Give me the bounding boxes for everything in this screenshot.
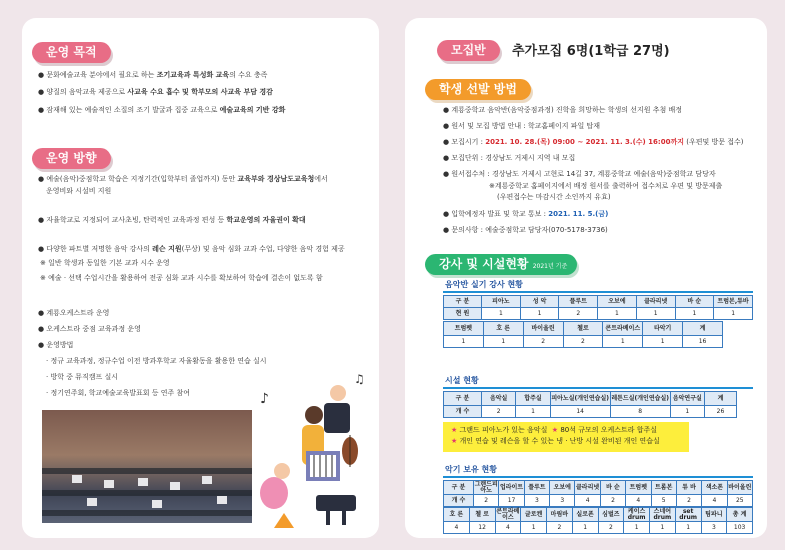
table-header: 트럼본,튜바 (714, 296, 753, 308)
table-cell: 3 (524, 495, 549, 507)
table-header: 마림바 (547, 508, 573, 522)
table-cell: 8 (610, 406, 670, 418)
table-header: 성 악 (520, 296, 559, 308)
table-cell: 1 (714, 308, 753, 320)
table-cell: 1 (444, 336, 484, 348)
facilities-title: 강사 및 시설현황 (439, 257, 529, 271)
table-header: 음악실 (482, 392, 516, 406)
table-cell: 1 (598, 308, 637, 320)
table-header: 콘트라베이스 (603, 322, 643, 336)
direction-item-text: 계룡오케스트라 운영 (46, 309, 110, 317)
table-cell: 2 (676, 495, 701, 507)
selection-item: ● 문의사항 : 예술중점학교 담당자(070-5178-3736) (443, 226, 608, 234)
direction-sub-item: · 정규 교육과정, 정규수업 이전 방과후학교 자율활동을 활용한 연습 실시 (46, 357, 267, 365)
direction-item-text: 자율학교로 지정되어 교사초빙, 탄력적인 교육과정 편성 등 (46, 216, 227, 224)
direction-item: ● 계룡오케스트라 운영 (38, 309, 110, 317)
selection-item-text: (우편및 방문 접수) (684, 138, 744, 146)
instruments-table (443, 480, 753, 507)
facility-note-text: 80석 규모의 오케스트라 합주실 (560, 426, 658, 434)
table-header: 바 순 (600, 481, 625, 495)
direction-note: ※ 예술 · 선택 수업시간을 활용하여 전공 심화 교과 시수를 확보하여 학습에 결손이 없도록 함 (40, 274, 323, 282)
table-cell: 1 (675, 308, 714, 320)
table-header: 오보에 (550, 481, 575, 495)
table-cell: 103 (727, 522, 753, 534)
selection-item-text: 모집단위 : 경상남도 거제시 지역 내 모집 (451, 154, 576, 162)
table-cell: 16 (683, 336, 723, 348)
table-cell: 1 (650, 522, 676, 534)
table-header: 계 (705, 392, 737, 406)
table-header: 계 (683, 322, 723, 336)
purpose-item-strong: 사교육 수요 흡수 및 학부모의 사교육 부담 경감 (127, 88, 273, 96)
selection-item: ● 모집단위 : 경상남도 거제시 지역 내 모집 (443, 154, 576, 162)
table-label: 현 원 (444, 308, 482, 320)
selection-item: ● 원서 및 모집 방법 안내 : 학교홈페이지 파일 탑재 (443, 122, 600, 130)
table-cell: 1 (643, 336, 683, 348)
direction-item-text: 다양한 파트별 저명한 음악 강사의 (46, 245, 153, 253)
table-cell: 25 (727, 495, 752, 507)
direction-item: ● 예술(음악)중점학교 학습은 지정기간(입학부터 졸업까지) 동안 교육부와 경상남도교육청에서 (38, 175, 328, 183)
table-cell: 1 (520, 308, 559, 320)
facility-notes (443, 422, 689, 452)
table-cell: 14 (550, 406, 610, 418)
direction-item-text: 오케스트라 중점 교육과정 운영 (46, 325, 141, 333)
orchestra-photo (42, 410, 252, 523)
selection-note: (우편접수는 마감시간 소인까지 유효) (497, 193, 611, 201)
table-header: 트롬본 (651, 481, 676, 495)
purpose-item-text: 의 수요 충족 (229, 71, 268, 79)
purpose-item-strong: 조기교육과 특성화 교육 (156, 71, 230, 79)
table-cell: 4 (444, 522, 470, 534)
table-header: 콘트라베이스 (496, 507, 520, 521)
table-cell: 2 (598, 522, 624, 534)
table-header: 플루트 (524, 481, 549, 495)
table-cell: 1 (670, 406, 704, 418)
table-header: 심벌즈 (598, 508, 624, 522)
facility-note: ★ 그랜드 피아노가 있는 음악실 ★ 80석 규모의 오케스트라 합주실 (451, 426, 658, 434)
table-cell: 1 (482, 308, 521, 320)
announce-date: 2021. 11. 5.(금) (548, 210, 609, 218)
instruments-heading: 악기 보유 현황 (445, 465, 497, 474)
table-header: 튜 바 (676, 481, 701, 495)
table-header: 음악연구실 (670, 392, 704, 406)
table-header: 트럼펫 (444, 322, 484, 336)
table-cell: 1 (624, 522, 650, 534)
purpose-tab: 운영 목적 (32, 42, 111, 63)
direction-item: ● 다양한 파트별 저명한 음악 강사의 레슨 지원(무상) 및 음악 심화 교과 수업, 다양한 음악 경험 제공 (38, 245, 345, 253)
facility-table (443, 391, 737, 418)
table-header: 색소폰 (702, 481, 727, 495)
instructors-heading: 음악반 실기 강사 현황 (445, 280, 523, 289)
direction-sub-item: · 정기연주회, 학교예술교육발표회 등 연주 참여 (46, 389, 191, 397)
recruit-title: 추가모집 6명(1학급 27명) (512, 44, 670, 59)
selection-item: ● 입학예정자 발표 및 학교 통보 : 2021. 11. 5.(금) (443, 210, 609, 218)
table-header: 그랜드피아노 (474, 480, 498, 494)
facility-note-text: 개인 연습 및 레슨을 할 수 있는 냉 · 난방 시설 완비된 개인 연습실 (459, 437, 660, 445)
direction-sub-item: · 방학 중 뮤직캠프 실시 (46, 373, 118, 381)
table-header: set drum (675, 508, 701, 522)
table-cell: 4 (495, 522, 521, 534)
direction-item-text: (무상) 및 음악 심화 교과 수업, 다양한 음악 경험 제공 (181, 245, 345, 253)
table-cell: 4 (626, 495, 651, 507)
direction-item-cont: 운영비와 시설비 지원 (46, 187, 112, 195)
table-header: 레튼드실(개인연습실) (610, 392, 670, 406)
table-header: 합주실 (516, 392, 550, 406)
direction-item-text: 에서 (314, 175, 328, 183)
direction-item-strong: 레슨 지원 (152, 245, 182, 253)
table-cell: 3 (550, 495, 575, 507)
purpose-item-text: 문화예술교육 분야에서 필요로 하는 (46, 71, 157, 79)
table-cell: 3 (701, 522, 727, 534)
table-header: 바 순 (675, 296, 714, 308)
purpose-item-strong: 예술교육의 기반 강화 (219, 106, 286, 114)
table-cell: 1 (521, 522, 547, 534)
table-cell: 2 (523, 336, 563, 348)
selection-item: ● 계룡중학교 음악반(음악중점과정) 진학을 희망하는 학생의 선지원 추첨 배정 (443, 106, 683, 114)
facility-heading: 시설 현황 (445, 376, 479, 385)
table-header: 팀파니 (701, 508, 727, 522)
table-cell: 1 (483, 336, 523, 348)
table-label: 구 분 (444, 481, 474, 495)
musicians-illustration (254, 363, 372, 533)
purpose-item: ● 문화예술교육 분야에서 필요로 하는 조기교육과 특성화 교육의 수요 충족 (38, 71, 268, 79)
table-label: 개 수 (444, 495, 474, 507)
instruments-table-2 (443, 507, 753, 534)
direction-item-text: 예술(음악)중점학교 학습은 지정기간(입학부터 졸업까지) 동안 (46, 175, 238, 183)
right-page (405, 18, 767, 538)
facilities-year-note: 2021년 기준 (532, 263, 568, 270)
table-header: 실로폰 (572, 508, 598, 522)
table-header: 피아노실(개인연습실) (550, 392, 610, 406)
table-cell: 2 (482, 406, 516, 418)
facility-note: ★ 개인 연습 및 레슨을 할 수 있는 냉 · 난방 시설 완비된 개인 연습실 (451, 437, 660, 445)
direction-item-strong: 학교운영의 자율권이 확대 (226, 216, 306, 224)
selection-item-text: 모집시기 : (451, 138, 486, 146)
selection-item-text: 원서접수처 : 경상남도 거제시 고현로 14길 37, 계룡중학교 예술(음악)중점학교 담당자 (451, 170, 716, 178)
selection-item-text: 원서 및 모집 방법 안내 : 학교홈페이지 파일 탑재 (451, 122, 600, 130)
table-cell: 1 (603, 336, 643, 348)
divider (443, 387, 753, 389)
table-cell: 2 (600, 495, 625, 507)
selection-note: ※계룡중학교 홈페이지에서 배정 원서를 출력하여 접수처로 우편 및 방문제출 (489, 182, 723, 190)
instructors-table-2 (443, 321, 723, 348)
table-header: 바이올린 (727, 481, 752, 495)
table-label: 개 수 (444, 406, 482, 418)
table-header: 첼로 (563, 322, 603, 336)
table-header: 트럼펫 (626, 481, 651, 495)
table-header: 바이올린 (523, 322, 563, 336)
table-cell: 1 (636, 308, 675, 320)
table-header: 오보에 (598, 296, 637, 308)
divider (443, 291, 753, 293)
direction-item: ● 운영방법 (38, 341, 74, 349)
table-header: 첼 로 (469, 508, 495, 522)
table-header: 피아노 (482, 296, 521, 308)
facility-note-text: 그랜드 피아노가 있는 음악실 (459, 426, 548, 434)
table-cell: 2 (547, 522, 573, 534)
table-header: 스네어drum (650, 508, 676, 522)
table-header: 클라리넷 (575, 481, 600, 495)
table-cell: 12 (469, 522, 495, 534)
direction-item: ● 자율학교로 지정되어 교사초빙, 탄력적인 교육과정 편성 등 학교운영의 자율권이 확대 (38, 216, 306, 224)
selection-item-text: 계룡중학교 음악반(음악중점과정) 진학을 희망하는 학생의 선지원 추첨 배정 (451, 106, 683, 114)
table-cell: 4 (575, 495, 600, 507)
purpose-item: ● 잠재해 있는 예술적인 소질의 조기 발굴과 집중 교육으로 예술교육의 기반 강화 (38, 106, 286, 114)
table-header: 총 계 (727, 508, 753, 522)
table-header: 클라리넷 (636, 296, 675, 308)
selection-item-text: 문의사항 : 예술중점학교 담당자(070-5178-3736) (451, 226, 608, 234)
table-cell: 1 (675, 522, 701, 534)
table-cell: 1 (516, 406, 550, 418)
table-header: 글로켄 (521, 508, 547, 522)
table-cell: 5 (651, 495, 676, 507)
table-cell: 17 (499, 495, 524, 507)
divider (443, 476, 753, 478)
table-cell: 26 (705, 406, 737, 418)
table-header: 타악기 (643, 322, 683, 336)
selection-item-text: 입학예정자 발표 및 학교 통보 : (451, 210, 549, 218)
direction-note: ※ 일반 학생과 동일한 기본 교과 시수 운영 (40, 259, 170, 267)
direction-item-text: 운영방법 (46, 341, 74, 349)
table-label: 구 분 (444, 296, 482, 308)
table-label: 구 분 (444, 392, 482, 406)
table-cell: 2 (559, 308, 598, 320)
purpose-item-text: 잠재해 있는 예술적인 소질의 조기 발굴과 집중 교육으로 (46, 106, 220, 114)
table-cell: 4 (702, 495, 727, 507)
direction-item-strong: 교육부와 경상남도교육청 (237, 175, 315, 183)
table-header: 업라이트 (499, 481, 524, 495)
table-cell: 2 (474, 495, 499, 507)
svg-text:♫: ♫ (354, 372, 365, 386)
recruit-period: 2021. 10. 28.(목) 09:00 ~ 2021. 11. 3.(수) 16:00까지 (485, 138, 684, 146)
left-page (22, 18, 379, 538)
facilities-tab (425, 254, 577, 275)
recruit-tab: 모집반 (437, 40, 500, 61)
table-header: 플루트 (559, 296, 598, 308)
table-header: 호 른 (444, 508, 470, 522)
purpose-item: ● 양질의 음악교육 제공으로 사교육 수요 흡수 및 학부모의 사교육 부담 경감 (38, 88, 273, 96)
selection-tab: 학생 선발 방법 (425, 79, 531, 100)
selection-item: ● 모집시기 : 2021. 10. 28.(목) 09:00 ~ 2021. 11. 3.(수) 16:00까지 (우편및 방문 접수) (443, 138, 744, 146)
table-header: 케이스drum (624, 508, 650, 522)
table-header: 호 른 (483, 322, 523, 336)
direction-tab: 운영 방향 (32, 148, 111, 169)
instructors-table (443, 295, 753, 320)
direction-item: ● 오케스트라 중점 교육과정 운영 (38, 325, 141, 333)
purpose-item-text: 양질의 음악교육 제공으로 (46, 88, 128, 96)
selection-item: ● 원서접수처 : 경상남도 거제시 고현로 14길 37, 계룡중학교 예술(음악)중점학교 담당자 (443, 170, 716, 178)
table-cell: 1 (572, 522, 598, 534)
svg-text:♪: ♪ (260, 391, 269, 407)
table-cell: 2 (563, 336, 603, 348)
